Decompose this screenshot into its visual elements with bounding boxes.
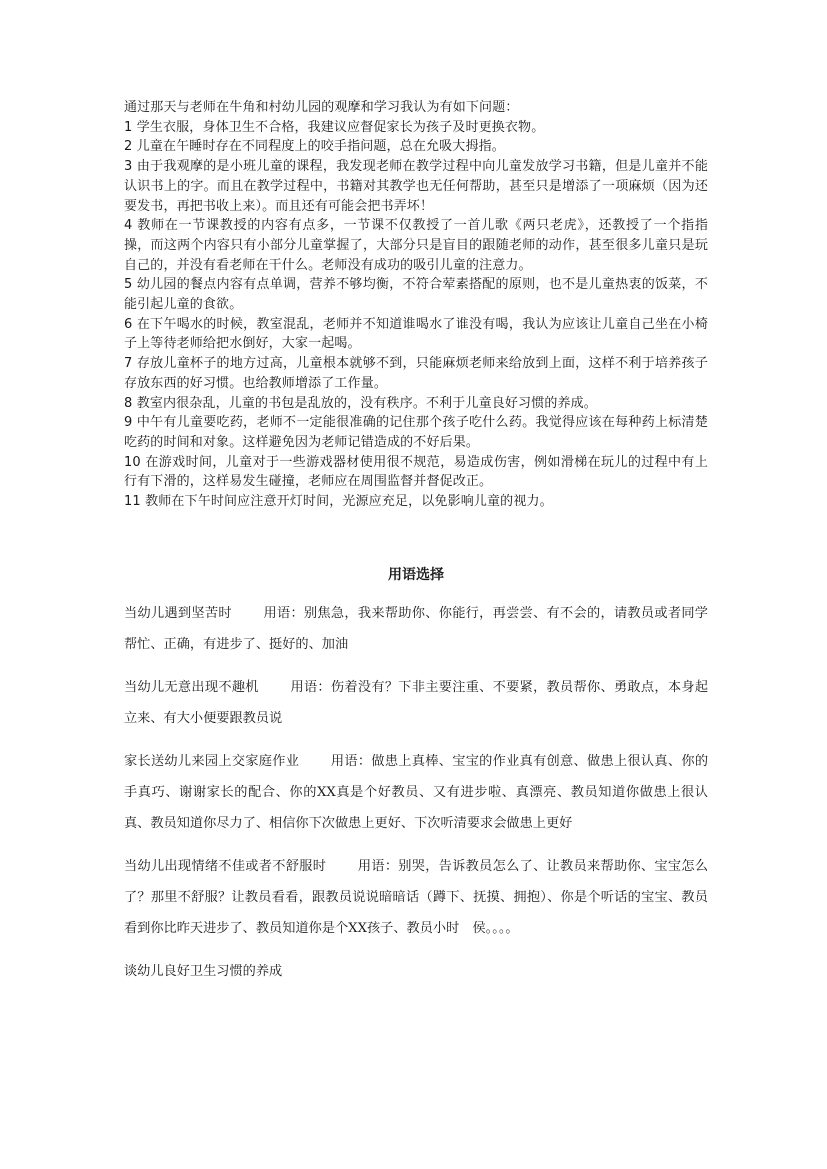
observation-section	[124, 98, 708, 512]
observation-item-3: 3 由于我观摩的是小班儿童的课程，我发现老师在教学过程中向儿童发放学习书籍，但是儿童并不能认识书上的字。而且在教学过程中，书籍对其教学也无任何帮助，甚至只是增添了一项麻烦（因为还要发书，再把书收上来）。而且还有可能会把书弄坏！	[124, 159, 708, 214]
language-entry	[124, 598, 708, 660]
closing-line: 谈幼儿良好卫生习惯的养成	[124, 964, 283, 979]
observation-intro: 通过那天与老师在牛角和村幼儿园的观摩和学习我认为有如下问题：	[124, 100, 519, 115]
entry-situation: 当幼儿出现情绪不佳或者不舒服时	[124, 859, 327, 874]
observation-item-9: 9 中午有儿童要吃药，老师不一定能很准确的记住那个孩子吃什么药。我觉得应该在每种药上标清楚吃药的时间和对象。这样避免因为老师记错造成的不好后果。	[124, 415, 708, 450]
entry-situation: 家长送幼儿来园上交家庭作业	[124, 754, 300, 769]
language-entry	[124, 746, 708, 839]
entry-phrases: 用语：伤着没有？下非主要注重、不要紧，教员帮你、勇敢点，本身起立来、有大小便要跟教员说	[124, 680, 709, 726]
observation-item-4: 4 教师在一节课教授的内容有点多，一节课不仅教授了一首儿歌《两只老虎》，还教授了一个指指操，而这两个内容只有小部分儿童掌握了，大部分只是盲目的跟随老师的动作，甚至很多儿童只是玩自己的，并没有看老师在干什么。老师没有成功的吸引儿童的注意力。	[124, 218, 708, 273]
entry-phrases: 用语：别哭，告诉教员怎么了、让教员来帮助你、宝宝怎么了？那里不舒服？让教员看看，跟教员说说暗暗话（蹲下、抚摸、拥抱）、你是个听话的宝宝、教员看到你比昨天进步了、教员知道你是个XX孩子、教员小时 侯。。。。	[124, 859, 709, 936]
observation-item-1: 1 学生衣服，身体卫生不合格，我建议应督促家长为孩子及时更换衣物。	[124, 119, 545, 135]
observation-item-7: 7 存放儿童杯子的地方过高，儿童根本就够不到，只能麻烦老师来给放到上面，这样不利于培养孩子存放东西的好习惯。也给教师增添了工作量。	[124, 356, 708, 391]
language-entry	[124, 672, 708, 734]
section-heading: 用语选择	[388, 567, 444, 583]
language-section	[124, 598, 708, 999]
entry-phrases: 用语：别焦急，我来帮助你、你能行，再尝尝、有不会的，请教员或者同学帮忙、正确，有进步了、挺好的、加油	[124, 606, 708, 652]
entry-phrases: 用语：做患上真棒、宝宝的作业真有创意、做患上很认真、你的手真巧、谢谢家长的配合、你的XX真是个好教员、又有进步啦、真漂亮、教员知道你做患上很认真、教员知道你尽力了、相信你下次做患上更好、下次听清要求会做患上更好	[124, 754, 709, 831]
observation-item-10: 10 在游戏时间，儿童对于一些游戏器材使用很不规范，易造成伤害，例如滑梯在玩儿的过程中有上行有下滑的，这样易发生碰撞，老师应在周围监督并督促改正。	[124, 454, 708, 490]
observation-item-11: 11 教师在下午时间应注意开灯时间，光源应充足，以免影响儿童的视力。	[124, 494, 553, 510]
language-entry	[124, 851, 708, 944]
entry-situation: 当幼儿遇到坚苦时	[124, 606, 232, 621]
observation-item-2: 2 儿童在午睡时存在不同程度上的咬手指问题，总在允吸大拇指。	[124, 139, 505, 155]
observation-item-8: 8 教室内很杂乱，儿童的书包是乱放的，没有秩序。不利于儿童良好习惯的养成。	[124, 395, 597, 411]
observation-item-6: 6 在下午喝水的时候，教室混乱，老师并不知道谁喝水了谁没有喝，我认为应该让儿童自己坐在小椅子上等待老师给把水倒好，大家一起喝。	[124, 316, 708, 352]
entry-situation: 当幼儿无意出现不趣机	[124, 680, 259, 695]
observation-item-5: 5 幼儿园的餐点内容有点单调，营养不够均衡，不符合荤素搭配的原则，也不是儿童热衷的饭菜，不能引起儿童的食欲。	[124, 277, 708, 313]
